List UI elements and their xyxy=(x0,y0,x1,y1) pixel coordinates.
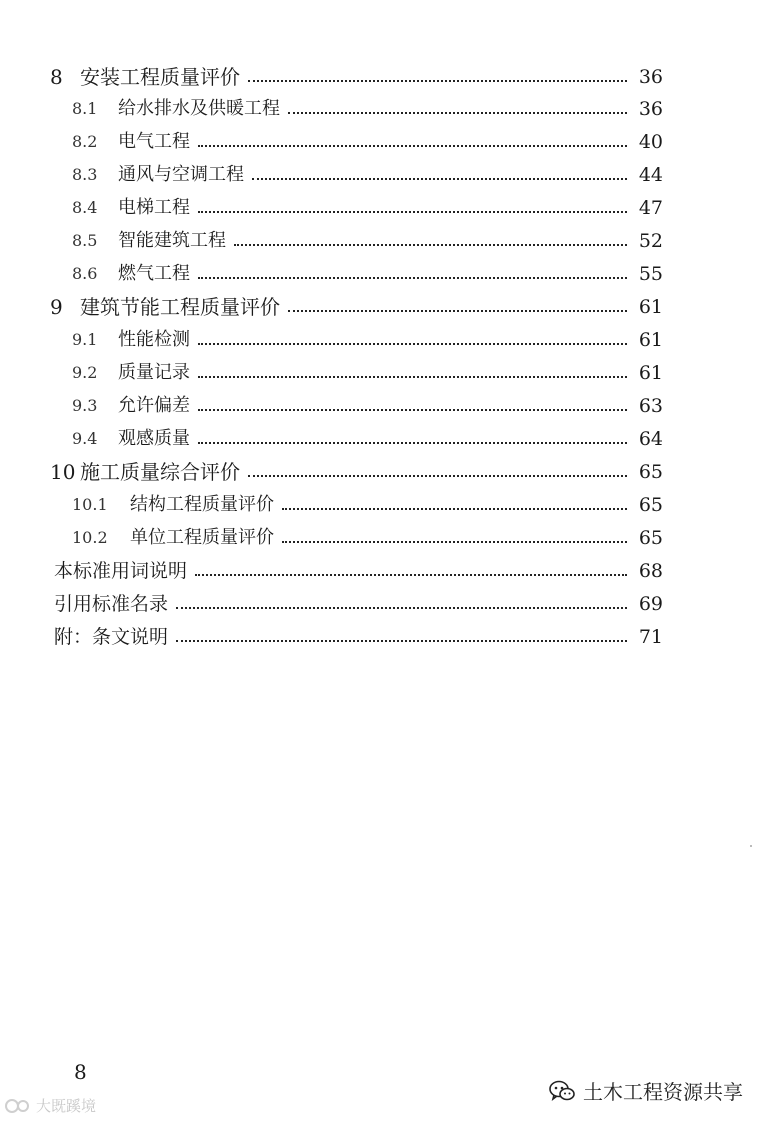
toc-entry xyxy=(54,552,663,582)
toc-entry xyxy=(72,189,663,219)
toc-entry-number: 8.1 xyxy=(72,99,98,118)
toc-entry-page: 71 xyxy=(638,626,663,648)
toc-dot-leader xyxy=(282,508,627,510)
toc-dot-leader xyxy=(198,343,627,345)
toc-entry-number: 8.3 xyxy=(72,165,98,184)
toc-dot-leader xyxy=(282,541,627,543)
toc-dot-leader xyxy=(198,409,627,411)
toc-entry xyxy=(54,618,663,648)
toc-entry-page: 36 xyxy=(638,98,663,120)
toc-entry-title: 燃气工程 xyxy=(118,263,190,284)
toc-entry xyxy=(50,288,663,318)
toc-entry-number: 9.1 xyxy=(72,330,98,349)
toc-dot-leader xyxy=(198,277,627,279)
watermark-right xyxy=(549,1076,743,1105)
toc-entry xyxy=(50,453,663,483)
toc-entry-title: 智能建筑工程 xyxy=(118,230,226,251)
toc-entry-page: 61 xyxy=(638,362,663,384)
toc-entry-page: 40 xyxy=(638,131,663,153)
toc-dot-leader xyxy=(198,376,627,378)
toc-entry-number: 9.2 xyxy=(72,363,98,382)
toc-dot-leader xyxy=(198,442,627,444)
scan-speck xyxy=(750,845,752,847)
toc-dot-leader xyxy=(195,574,627,576)
toc-dot-leader xyxy=(248,475,627,477)
toc-entry-page: 52 xyxy=(638,230,663,252)
watermark-left xyxy=(4,1095,96,1116)
toc-entry-title: 附：条文说明 xyxy=(54,626,169,648)
toc-entry-number: 8.2 xyxy=(72,132,98,151)
toc-dot-leader xyxy=(288,112,627,114)
toc-entry-title: 性能检测 xyxy=(118,329,190,350)
toc-entry xyxy=(72,420,663,450)
toc-entry-page: 61 xyxy=(638,296,663,318)
toc-entry-title: 施工质量综合评价 xyxy=(80,460,240,484)
toc-entry-page: 63 xyxy=(638,395,663,417)
toc-entry-title: 电梯工程 xyxy=(118,197,190,218)
toc-entry xyxy=(72,156,663,186)
toc-entry-title: 安装工程质量评价 xyxy=(80,65,240,89)
toc-entry-page: 65 xyxy=(638,527,663,549)
toc-entry xyxy=(72,354,663,384)
toc-dot-leader xyxy=(176,607,627,609)
toc-entry-page: 68 xyxy=(638,560,663,582)
toc-entry xyxy=(72,90,663,120)
toc-entry-title: 电气工程 xyxy=(118,131,190,152)
toc-entry-title: 建筑节能工程质量评价 xyxy=(80,295,280,319)
toc-entry-page: 61 xyxy=(638,329,663,351)
toc-entry xyxy=(54,585,663,615)
toc-entry-number: 8.4 xyxy=(72,198,98,217)
toc-dot-leader xyxy=(234,244,627,246)
toc-entry-page: 65 xyxy=(638,494,663,516)
watermark-left-text: 大既蹊境 xyxy=(36,1097,97,1115)
toc-entry-page: 44 xyxy=(638,164,663,186)
toc-entry xyxy=(72,123,663,153)
toc-entry-title: 单位工程质量评价 xyxy=(130,527,274,548)
toc-entry-title: 给水排水及供暖工程 xyxy=(118,98,280,119)
toc-entry-number: 8.5 xyxy=(72,231,98,250)
toc-entry-page: 65 xyxy=(638,461,663,483)
toc-dot-leader xyxy=(176,640,627,642)
toc-dot-leader xyxy=(198,211,627,213)
toc-dot-leader xyxy=(198,145,627,147)
toc-entry-title: 本标准用词说明 xyxy=(54,560,188,582)
toc-entry-number: 9.3 xyxy=(72,396,98,415)
toc-entry-title: 引用标准名录 xyxy=(54,593,169,615)
watermark-right-text: 土木工程资源共享 xyxy=(583,1080,743,1104)
wechat-icon xyxy=(549,1079,575,1103)
toc-entry-number: 10 xyxy=(50,460,76,484)
toc-entry xyxy=(72,387,663,417)
toc-entry xyxy=(72,486,663,516)
toc-entry xyxy=(72,321,663,351)
toc-entry-number: 10.2 xyxy=(72,528,108,547)
toc-entry-title: 质量记录 xyxy=(118,362,190,383)
toc-entry-number: 9 xyxy=(50,295,63,319)
watermark-logo-icon xyxy=(4,1097,32,1115)
toc-entry xyxy=(50,58,663,88)
toc-dot-leader xyxy=(252,178,627,180)
toc-entry-number: 8 xyxy=(50,65,63,89)
toc-entry-number: 9.4 xyxy=(72,429,98,448)
toc-dot-leader xyxy=(288,310,627,312)
toc-entry-number: 10.1 xyxy=(72,495,108,514)
toc-entry-page: 47 xyxy=(638,197,663,219)
toc-entry-page: 69 xyxy=(638,593,663,615)
toc-entry-number: 8.6 xyxy=(72,264,98,283)
toc-entry-title: 结构工程质量评价 xyxy=(130,494,274,515)
toc-entry xyxy=(72,519,663,549)
page-number: 8 xyxy=(74,1060,87,1084)
toc-entry-title: 观感质量 xyxy=(118,428,190,449)
toc-entry-page: 64 xyxy=(638,428,663,450)
toc-entry xyxy=(72,255,663,285)
toc-entry-title: 允许偏差 xyxy=(118,395,190,416)
toc-dot-leader xyxy=(248,80,627,82)
toc-entry-page: 55 xyxy=(638,263,663,285)
toc-entry-page: 36 xyxy=(638,66,663,88)
toc-entry-title: 通风与空调工程 xyxy=(118,164,244,185)
toc-entry xyxy=(72,222,663,252)
